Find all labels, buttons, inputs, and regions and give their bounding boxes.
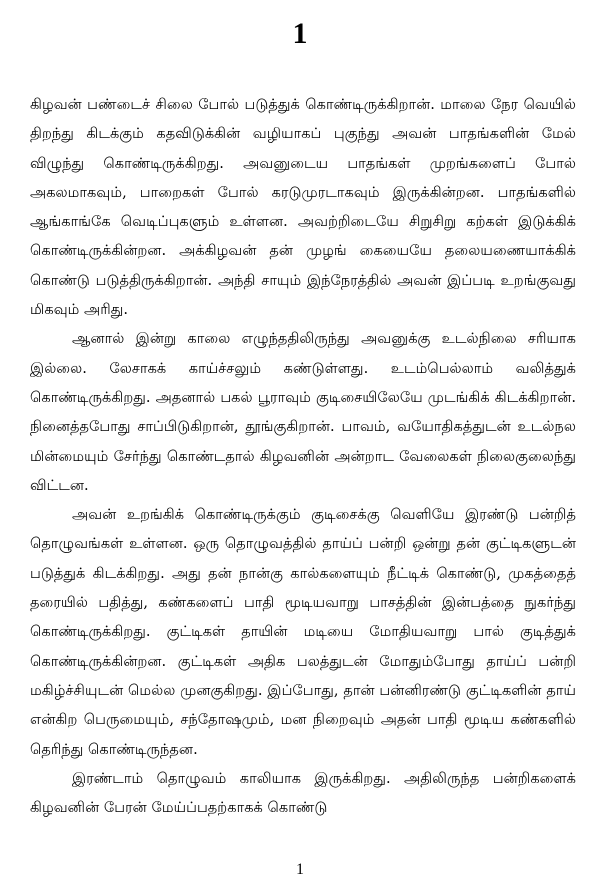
chapter-number: 1 [292, 17, 308, 50]
paragraph-4: இரண்டாம் தொழுவம் காலியாக இருக்கிறது. அதிலிருந்த பன்றிகளைக் கிழவனின் பேரன் மேய்ப்பதற்காகக் கொண்டு [30, 769, 576, 817]
paragraph-2: ஆனால் இன்று காலை எழுந்ததிலிருந்து அவனுக்கு உடல்நிலை சரியாக இல்லை. லேசாகக் காய்ச்சலும் கண்டுள்ளது. உடம்பெல்லாம் வலித்துக் கொண்டிருக்கிறது. அதனால் பகல் பூராவும் குடிசையிலேயே முடங்கிக் கிடக்கிறான். நினைத்தபோது சாப்பிடுகிறான், தூங்குகிறான். பாவம், வயோதிகத்துடன் உடல்நல மின்மையும் சேர்ந்து கொண்டதால் கிழவனின் அன்றாட வேலைகள் நிலைகுலைந்து விட்டன. [30, 330, 576, 494]
paragraph-3: அவன் உறங்கிக் கொண்டிருக்கும் குடிசைக்கு வெளியே இரண்டு பன்றித் தொழுவங்கள் உள்ளன. ஒரு தொழுவத்தில் தாய்ப் பன்றி ஒன்று தன் குட்டிகளுடன் படுத்துக் கிடக்கிறது. அது தன் நான்கு கால்களையும் நீட்டிக் கொண்டு, முகத்தைத் தரையில் பதித்து, கண்களைப் பாதி மூடியவாறு பாசத்தின் இன்பத்தை நுகர்ந்து கொண்டிருக்கிறது. குட்டிகள் தாயின் மடியை மோதியவாறு பால் குடித்துக் கொண்டிருக்கின்றன. குட்டிகள் அதிக பலத்துடன் மோதும்போது தாய்ப் பன்றி மகிழ்ச்சியுடன் மெல்ல முனகுகிறது. இப்போது, தான் பன்னிரண்டு குட்டிகளின் தாய் என்கிற பெருமையும், சந்தோஷமும், மன நிறைவும் அதன் பாதி மூடிய கண்களில் தெரிந்து கொண்டிருந்தன. [30, 506, 576, 758]
chapter-body [30, 90, 576, 822]
paragraph-1: கிழவன் பண்டைச் சிலை போல் படுத்துக் கொண்டிருக்கிறான். மாலை நேர வெயில் திறந்து கிடக்கும் கதவிடுக்கின் வழியாகப் புகுந்து அவன் பாதங்களின் மேல் விழுந்து கொண்டிருக்கிறது. அவனுடைய பாதங்கள் முறங்களைப் போல் அகலமாகவும், பாறைகள் போல் கரடுமுரடாகவும் இருக்கின்றன. பாதங்களில் ஆங்காங்கே வெடிப்புகளும் உள்ளன. அவற்றிடையே சிறுசிறு கற்கள் இடுக்கிக் கொண்டிருக்கின்றன. அக்கிழவன் தன் முழங் கையையே தலையணையாக்கிக் கொண்டு படுத்திருக்கிறான். அந்தி சாயும் இந்நேரத்தில் அவன் இப்படி உறங்குவது மிகவும் அரிது. [30, 96, 576, 319]
page-number: 1 [296, 861, 304, 878]
